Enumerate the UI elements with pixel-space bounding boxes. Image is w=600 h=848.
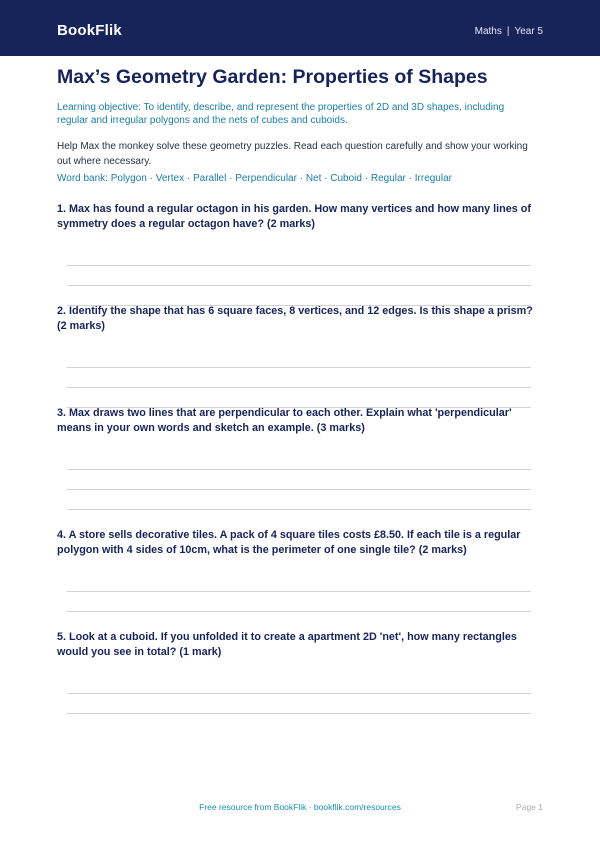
year-label: Year 5 [514, 26, 543, 37]
meta-separator: | [506, 26, 510, 37]
question-4: 4. A store sells decorative tiles. A pack of 4 square tiles costs £8.50. If each tile is a regular polygon with 4 sides of 10cm, what is the perimeter of one single tile? (2 marks) [57, 529, 521, 556]
footer-resource-link[interactable]: Free resource from BookFlik · bookflik.com/resources [199, 802, 401, 812]
question-2: 2. Identify the shape that has 6 square faces, 8 vertices, and 12 edges. Is this shape a prism? (2 marks) [57, 305, 533, 332]
answer-line[interactable] [67, 509, 531, 510]
subject-label: Maths [474, 26, 502, 37]
answer-line[interactable] [67, 693, 531, 694]
answer-line[interactable] [67, 285, 531, 286]
answer-line[interactable] [67, 489, 531, 490]
answer-line[interactable] [67, 469, 531, 470]
question-1: 1. Max has found a regular octagon in his garden. How many vertices and how many lines of symmetry does a regular octagon have? (2 marks) [57, 203, 531, 230]
intro-text: Help Max the monkey solve these geometry puzzles. Read each question carefully and show your working out where necessary. [57, 141, 528, 167]
page-title: Max’s Geometry Garden: Properties of Shapes [57, 66, 488, 88]
answer-line[interactable] [67, 367, 531, 368]
question-5: 5. Look at a cuboid. If you unfolded it to create a apartment 2D 'net', how many rectangles would you see in total? (1 mark) [57, 631, 517, 658]
subject-year-label [475, 26, 543, 37]
answer-line[interactable] [67, 713, 531, 714]
learning-objective: Learning objective: To identify, describe, and represent the properties of 2D and 3D shapes, including regular and irregular polygons and the nets of cubes and cuboids. [57, 102, 505, 126]
page-header [0, 0, 600, 56]
answer-line[interactable] [67, 387, 531, 388]
answer-line[interactable] [67, 265, 531, 266]
page-number: Page 1 [516, 802, 543, 812]
question-3: 3. Max draws two lines that are perpendicular to each other. Explain what 'perpendicular' means in your own words and sketch an example. (3 marks) [57, 407, 512, 434]
word-bank: Word bank: Polygon · Vertex · Parallel · Perpendicular · Net · Cuboid · Regular · Irregular [57, 173, 452, 184]
answer-line[interactable] [67, 611, 531, 612]
brand-logo-text[interactable]: BookFlik [57, 22, 122, 39]
answer-line[interactable] [67, 591, 531, 592]
